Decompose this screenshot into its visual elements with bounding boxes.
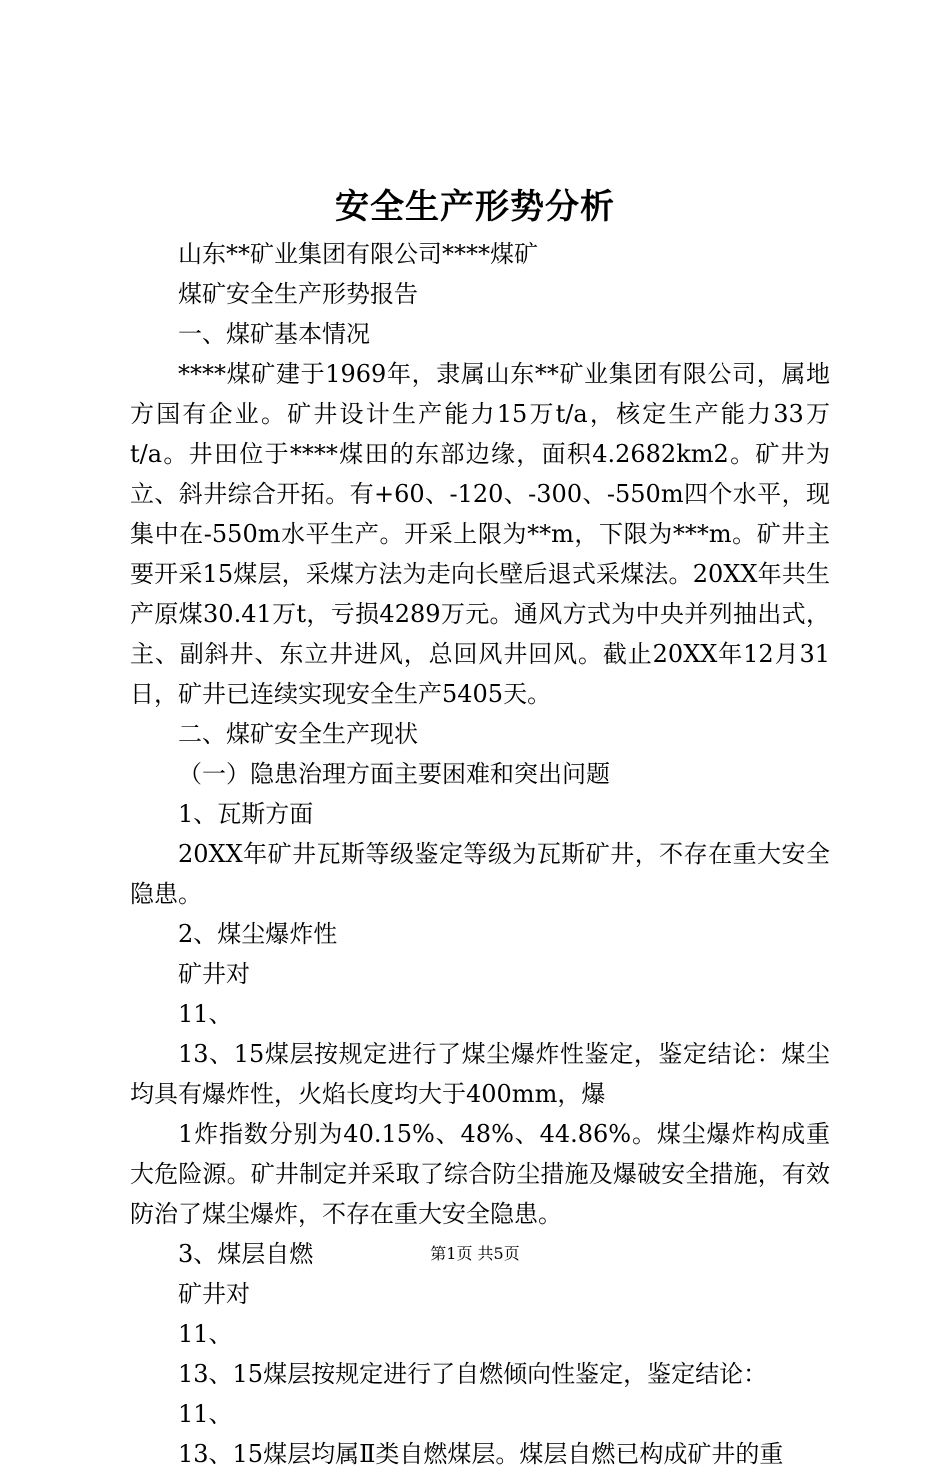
section-heading: 二、煤矿安全生产现状 xyxy=(178,720,418,748)
paragraph: 山东**矿业集团有限公司****煤矿 xyxy=(178,240,538,268)
paragraph: 1炸指数分别为40.15%、48%、44.86%。煤尘爆炸构成重大危险源。矿井制定并采取了综合防尘措施及爆破安全措施，有效防治了煤尘爆炸，不存在重大安全隐患。 xyxy=(130,1120,830,1228)
item-heading: 3、煤层自燃 xyxy=(178,1240,314,1268)
paragraph: ****煤矿建于1969年，隶属山东**矿业集团有限公司，属地方国有企业。矿井设计生产能力15万t/a，核定生产能力33万t/a。井田位于****煤田的东部边缘，面积4.2682km2。矿井为立、斜井综合开拓。有+60、-120、-300、-550m四个水平，现集中在-550m水平生产。开采上限为**m，下限为***m。矿井主要开采15煤层，采煤方法为走向长壁后退式采煤法。20XX年共生产原煤30.41万t，亏损4289万元。通风方式为中央并列抽出式，主、副斜井、东立井进风，总回风井回风。截止20XX年12月31日，矿井已连续实现安全生产5405天。 xyxy=(130,360,830,708)
paragraph: 20XX年矿井瓦斯等级鉴定等级为瓦斯矿井，不存在重大安全隐患。 xyxy=(130,840,830,908)
paragraph: 矿井对 xyxy=(178,960,250,988)
item-heading: 1、瓦斯方面 xyxy=(178,800,314,828)
paragraph: 11、 xyxy=(178,1400,233,1428)
document-body xyxy=(130,234,830,1474)
paragraph: 13、15煤层按规定进行了自燃倾向性鉴定，鉴定结论： xyxy=(178,1360,768,1388)
page-number-footer: 第1页 共5页 xyxy=(430,1244,520,1263)
document-title: 安全生产形势分析 xyxy=(335,187,615,227)
paragraph: 13、15煤层按规定进行了煤尘爆炸性鉴定，鉴定结论：煤尘均具有爆炸性，火焰长度均大于400mm，爆 xyxy=(130,1040,830,1108)
item-heading: 2、煤尘爆炸性 xyxy=(178,920,338,948)
paragraph: 11、 xyxy=(178,1000,233,1028)
paragraph: 13、15煤层均属Ⅱ类自燃煤层。煤层自燃已构成矿井的重 xyxy=(178,1440,784,1468)
paragraph: 11、 xyxy=(178,1320,233,1348)
subsection-heading: （一）隐患治理方面主要困难和突出问题 xyxy=(178,760,610,788)
paragraph: 煤矿安全生产形势报告 xyxy=(178,280,418,308)
paragraph: 矿井对 xyxy=(178,1280,250,1308)
section-heading: 一、煤矿基本情况 xyxy=(178,320,370,348)
